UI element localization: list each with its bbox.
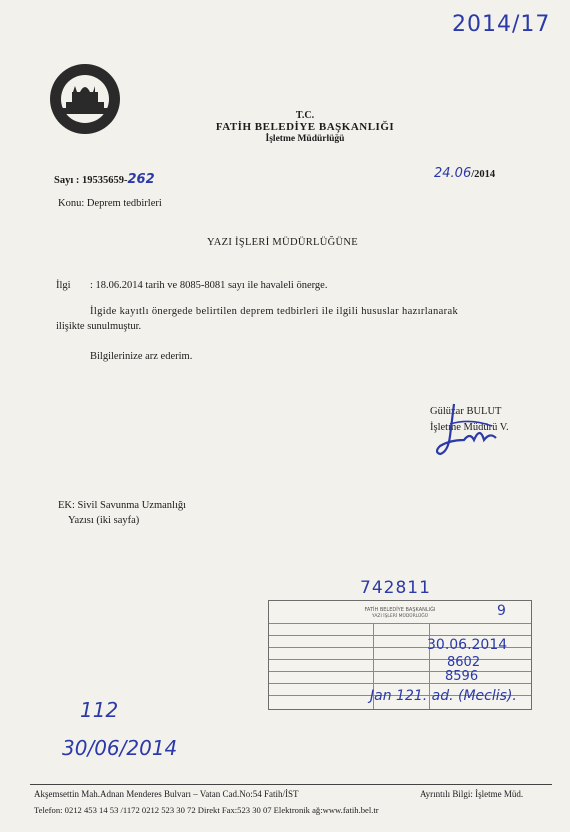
signatory-title: İşletme Müdürü V. [430, 422, 509, 433]
header-tc: T.C. [295, 110, 315, 121]
date-handwritten: 24.06 [434, 166, 472, 181]
header-department: İşletme Müdürlüğü [265, 134, 345, 144]
handwritten-reference: 2014/17 [452, 12, 551, 37]
footer-info: Ayrıntılı Bilgi: İşletme Müd. [420, 789, 524, 799]
attachment-line-1: EK: Sivil Savunma Uzmanlığı [58, 500, 187, 511]
handwritten-signature [430, 396, 510, 466]
stamp-number-2: 8596 [445, 669, 479, 684]
ilgi-text: : 18.06.2014 tarih ve 8085-8081 sayı ile havaleli önerge. [90, 280, 328, 291]
footer-contact: Telefon: 0212 453 14 53 /1172 0212 523 30 72 Direkt Fax:523 30 07 Elektronik ağ:www.fatih.bel.tr [34, 805, 379, 815]
sayi-label: Sayı : [54, 175, 80, 186]
handwritten-registry-date: 30/06/2014 [62, 736, 178, 760]
stamp-subtitle: YAZI İŞLERİ MÜDÜRLÜĞÜ [371, 614, 429, 619]
stamp-date: 30.06.2014 [427, 637, 508, 653]
date-line [434, 164, 495, 182]
header-municipality: FATİH BELEDİYE BAŞKANLIĞI [215, 121, 395, 133]
footer-divider [30, 784, 552, 785]
paragraph-line-1: İlgide kayıtlı önergede belirtilen deprem tedbirleri ile ilgili hususlar hazırlanarak [90, 306, 459, 317]
stamp-number-1: 8602 [447, 655, 481, 670]
signatory-name: Gülüzar BULUT [430, 406, 502, 417]
handwritten-registry-number: 112 [80, 698, 119, 722]
ilgi-label: İlgi [56, 280, 71, 291]
sayi-value: 19535659- [82, 175, 128, 186]
date-printed: /2014 [471, 169, 496, 180]
closing-line: Bilgilerinize arz ederim. [90, 351, 193, 362]
stamp-title: FATİH BELEDİYE BAŞKANLIĞI [364, 607, 436, 613]
sayi-handwritten: 262 [127, 172, 155, 187]
subject-line: Konu: Deprem tedbirleri [58, 198, 162, 209]
stamp-corner-mark: 9 [497, 603, 506, 619]
stamp-note: Jan 121. ad. (Meclis). [370, 688, 517, 704]
sayi-line [54, 172, 155, 187]
addressee: YAZI İŞLERİ MÜDÜRLÜĞÜNE [207, 237, 358, 248]
footer-address: Akşemsettin Mah.Adnan Menderes Bulvarı – Vatan Cad.No:54 Fatih/İST [34, 789, 299, 799]
attachment-line-2: Yazısı (iki sayfa) [68, 515, 140, 526]
stamp-handwritten-number: 742811 [360, 578, 431, 598]
paragraph-line-2: ilişikte sunulmuştur. [56, 321, 142, 332]
